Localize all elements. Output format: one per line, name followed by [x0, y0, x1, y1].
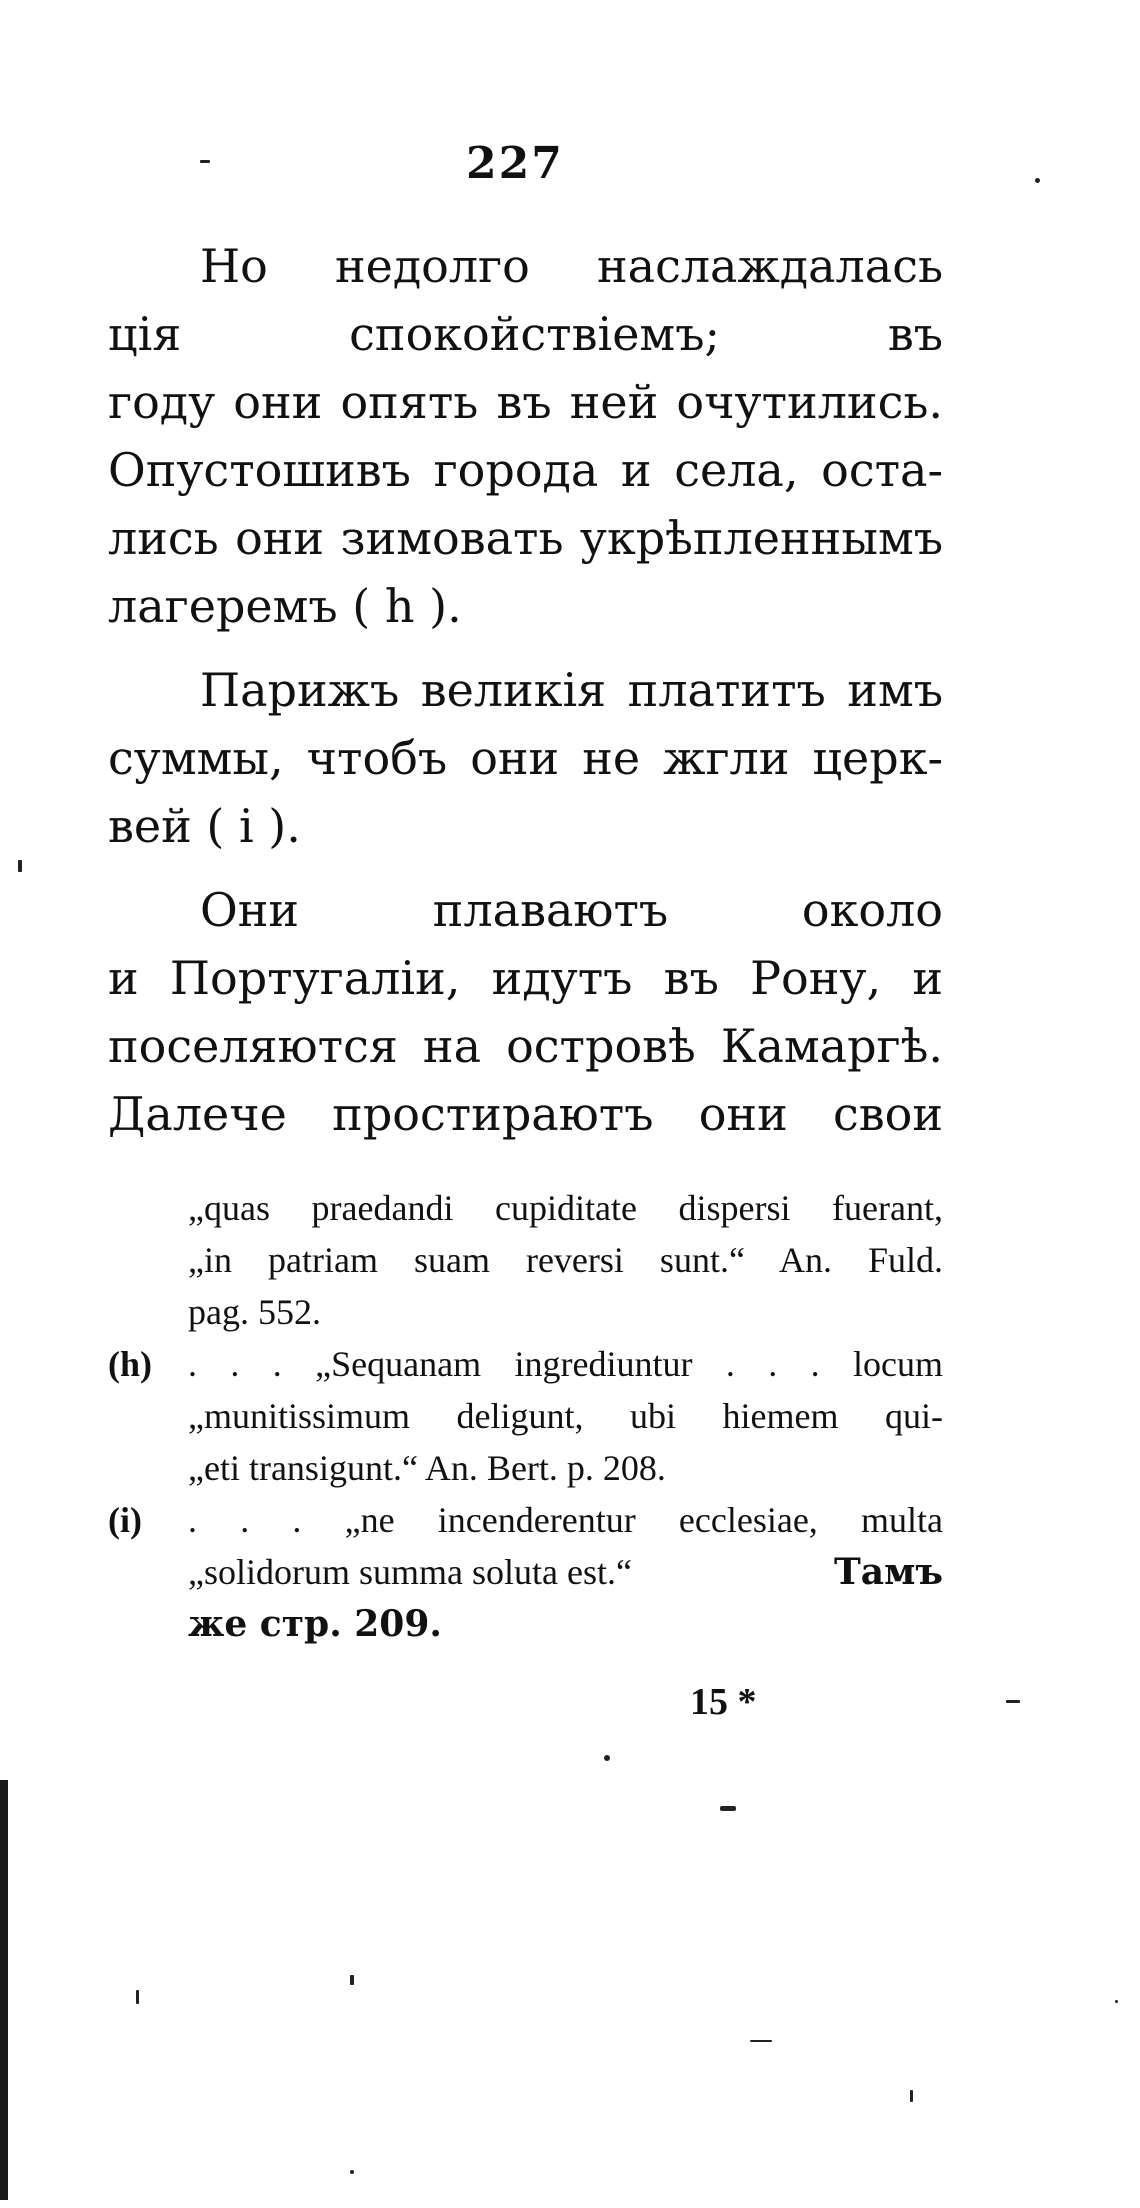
text-line: поселяются на островѣ Камаргѣ.: [108, 1019, 943, 1073]
footnote-line: . . . „Sequanam ingrediuntur . . . locum: [188, 1344, 943, 1384]
footnote-line: . . . „ne incenderentur ecclesiae, multa: [188, 1500, 943, 1540]
footnotes: [108, 1182, 943, 1650]
text-line: лись они зимовать укрѣпленнымъ: [108, 511, 943, 565]
page-number: 227: [466, 138, 564, 189]
scan-speck: [350, 2170, 354, 2174]
footnote-line: „munitissimum deligunt, ubi hiemem qui-: [188, 1396, 943, 1436]
footnote-marker: (i): [108, 1500, 142, 1540]
scan-speck: [18, 860, 22, 872]
text-line: вей ( i ).: [108, 799, 301, 853]
text-line: Далече простираютъ они свои: [108, 1087, 943, 1141]
footnote-line-with-tail: [108, 1546, 943, 1598]
footnote-line: „solidorum summa soluta est.“: [188, 1552, 632, 1592]
scan-binding-edge: [0, 1780, 8, 2200]
scan-speck: [910, 2090, 913, 2102]
scan-speck: [720, 1806, 736, 1811]
footnote-i: [108, 1494, 943, 1546]
text-line: Парижъ великія платитъ имъ: [200, 663, 943, 717]
footnote-line: же стр. 209.: [188, 1603, 442, 1645]
footnote-line: „eti transigunt.“ An. Bert. p. 208.: [188, 1448, 666, 1488]
scan-speck: [1115, 2000, 1118, 2003]
scan-speck: [350, 1975, 354, 1985]
text-line: лагеремъ ( h ).: [108, 579, 462, 633]
footnote-line: pag. 552.: [188, 1292, 321, 1332]
text-line: суммы, чтобъ они не жгли церк-: [108, 731, 943, 785]
scan-speck: [750, 2040, 772, 2042]
scan-speck: [604, 1755, 610, 1761]
text-line: Опустошивъ города и села, оста-: [108, 443, 943, 497]
text-line: ція спокойствіемъ; въ: [108, 307, 943, 361]
text-line: и Португаліи, идутъ въ Рону, и: [108, 951, 943, 1005]
footnote-line: „quas praedandi cupiditate dispersi fuerant,: [188, 1188, 943, 1228]
scan-speck: [200, 160, 210, 163]
text-line: Но недолго наслаждалась: [200, 239, 943, 293]
signature-mark: 15 *: [690, 1681, 757, 1723]
footnote-marker: (h): [108, 1344, 152, 1384]
text-line: году они опять въ ней очутились.: [108, 375, 943, 429]
scan-speck: [1006, 1700, 1020, 1703]
footnote-h: [108, 1338, 943, 1390]
text-line: Они плаваютъ около: [200, 883, 943, 937]
scan-speck: [1035, 178, 1040, 183]
main-text: [108, 232, 943, 1148]
scan-speck: [136, 1990, 139, 2004]
footnote-bold-tail: Тамъ: [833, 1551, 943, 1593]
footnote-line: „in patriam suam reversi sunt.“ An. Fuld.: [188, 1240, 943, 1280]
